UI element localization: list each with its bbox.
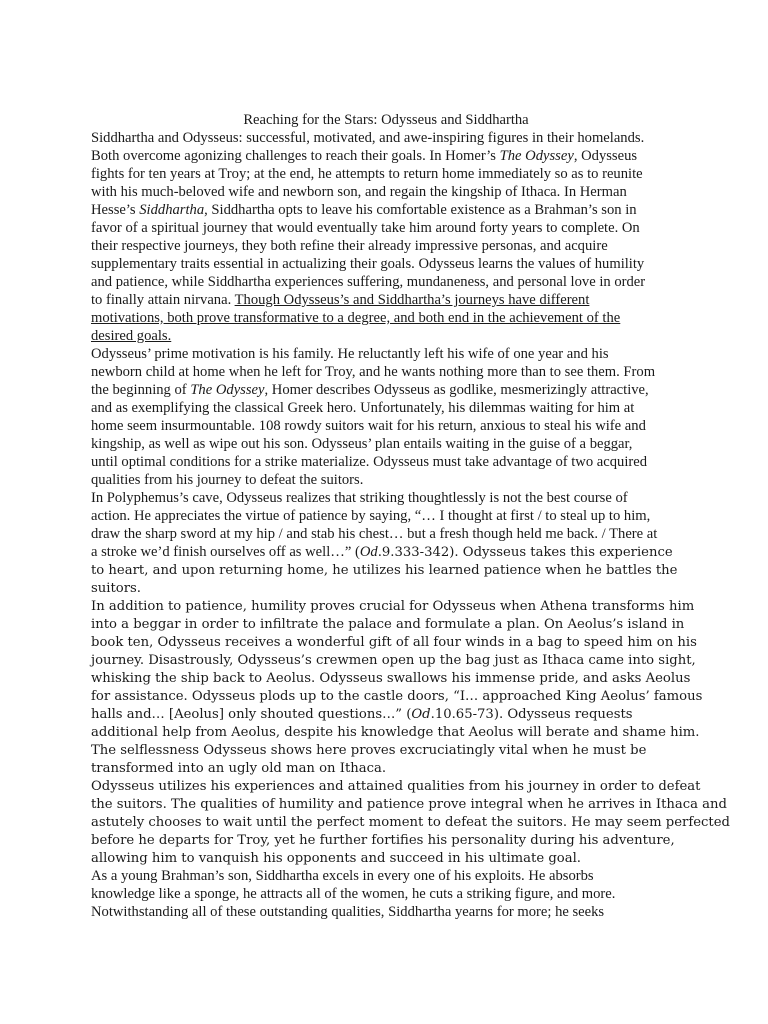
- paragraph: [91, 489, 681, 597]
- text-segment: qualities from his journey to defeat the suitors.: [91, 472, 364, 488]
- text-segment: the beginning of: [91, 382, 191, 398]
- essay-paragraphs: [91, 129, 730, 921]
- underlined-thesis-text: motivations, both prove transformative to a degree, and both end in the achievement of the: [91, 310, 621, 326]
- text-segment: a stroke we’d finish ourselves off as well…” (: [91, 544, 360, 560]
- text-segment: allowing him to vanquish his opponents and succeed in his ultimate goal.: [91, 851, 581, 866]
- text-segment: transformed into an ugly old man on Ithaca.: [91, 761, 387, 776]
- text-segment: journey. Disastrously, Odysseus’s crewmen open up the bag just as Ithaca came into sight,: [91, 653, 696, 668]
- text-segment: home seem insurmountable. 108 rowdy suitors wait for his return, anxious to steal his wife and: [91, 418, 646, 434]
- text-line: [91, 273, 681, 291]
- text-segment: before he departs for Troy, yet he further fortifies his personality during his adventure,: [91, 833, 675, 848]
- text-line: [91, 507, 681, 525]
- text-line: [91, 525, 681, 543]
- text-line: [91, 579, 681, 597]
- text-segment: to finally attain nirvana.: [91, 292, 235, 308]
- text-line: [91, 435, 681, 453]
- text-line: [91, 255, 681, 273]
- text-segment: and patience, while Siddhartha experiences suffering, mundaneness, and personal love in order: [91, 274, 646, 290]
- text-line: [91, 291, 681, 309]
- text-segment: into a beggar in order to infiltrate the palace and formulate a plan. On Aeolus’s island in: [91, 617, 685, 632]
- text-segment: until optimal conditions for a strike materialize. Odysseus must take advantage of two acquired: [91, 454, 648, 470]
- paragraph: [91, 867, 681, 921]
- text-segment: astutely chooses to wait until the perfect moment to defeat the suitors. He may seem perfected: [91, 815, 730, 830]
- text-segment: As a young Brahman’s son, Siddhartha excels in every one of his exploits. He absorbs: [91, 868, 594, 884]
- paragraph: [91, 345, 681, 489]
- text-segment: whisking the ship back to Aeolus. Odysseus swallows his immense pride, and asks Aeolus: [91, 671, 691, 686]
- text-line: [91, 669, 691, 687]
- text-line: [91, 489, 681, 507]
- text-line: [91, 759, 681, 777]
- italic-title-text: Od: [359, 544, 378, 560]
- text-segment: and as exemplifying the classical Greek hero. Unfortunately, his dilemmas waiting for him at: [91, 400, 635, 416]
- text-line: [91, 741, 681, 759]
- text-segment: Both overcome agonizing challenges to reach their goals. In Homer’s: [91, 148, 500, 164]
- italic-title-text: Siddhartha: [139, 202, 205, 218]
- text-segment: favor of a spiritual journey that would eventually take him around forty years to complete. On: [91, 220, 640, 236]
- text-segment: Odysseus’ prime motivation is his family. He reluctantly left his wife of one year and his: [91, 346, 609, 362]
- essay-title: Reaching for the Stars: Odysseus and Siddhartha: [243, 112, 529, 128]
- text-line: [91, 381, 681, 399]
- text-segment: , Siddhartha opts to leave his comfortable existence as a Brahman’s son in: [204, 202, 637, 218]
- paragraph: [91, 129, 681, 345]
- text-line: [91, 903, 681, 921]
- text-line: [91, 219, 681, 237]
- text-segment: newborn child at home when he left for Troy, and he wants nothing more than to see them. From: [91, 364, 656, 380]
- text-segment: Hesse’s: [91, 202, 140, 218]
- text-segment: Siddhartha and Odysseus: successful, motivated, and awe-inspiring figures in their homelands.: [91, 130, 645, 146]
- italic-title-text: The Odyssey: [190, 382, 265, 398]
- text-segment: Odysseus utilizes his experiences and attained qualities from his journey in order to defeat: [91, 779, 701, 794]
- text-segment: action. He appreciates the virtue of patience by saying, “… I thought at first / to steal up to him,: [91, 508, 651, 524]
- text-line: [91, 777, 701, 795]
- text-line: [91, 561, 681, 579]
- text-segment: knowledge like a sponge, he attracts all of the women, he cuts a striking figure, and more.: [91, 886, 616, 902]
- text-line: [91, 849, 681, 867]
- text-segment: suitors.: [91, 581, 141, 596]
- text-line: [91, 615, 685, 633]
- text-segment: , Homer describes Odysseus as godlike, mesmerizingly attractive,: [264, 382, 649, 398]
- text-segment: the suitors. The qualities of humility and patience prove integral when he arrives in Ithaca and: [91, 797, 727, 812]
- text-line: [91, 867, 681, 885]
- text-line: [91, 813, 730, 831]
- underlined-thesis-text: Though Odysseus’s and Siddhartha’s journeys have different: [234, 292, 590, 308]
- underlined-thesis-text: desired goals.: [91, 328, 172, 344]
- text-line: [91, 399, 681, 417]
- text-segment: In Polyphemus’s cave, Odysseus realizes that striking thoughtlessly is not the best course of: [91, 490, 628, 506]
- text-line: [91, 237, 681, 255]
- text-segment: , Odysseus: [573, 148, 638, 164]
- text-segment: halls and… [Aeolus] only shouted questions…” (: [91, 707, 412, 722]
- text-segment: with his much-beloved wife and newborn son, and regain the kingship of Ithaca. In Herman: [91, 184, 627, 200]
- text-segment: In addition to patience, humility proves crucial for Odysseus when Athena transforms him: [91, 599, 695, 614]
- text-segment: fights for ten years at Troy; at the end, he attempts to return home immediately so as to reunite: [91, 166, 643, 182]
- text-line: [91, 363, 681, 381]
- text-line: [91, 633, 697, 651]
- text-segment: The selflessness Odysseus shows here proves excruciatingly vital when he must be: [91, 743, 647, 758]
- text-segment: .9.333-342). Odysseus takes this experience: [377, 545, 673, 560]
- text-line: [91, 129, 681, 147]
- italic-title-text: The Odyssey: [499, 148, 574, 164]
- text-segment: Notwithstanding all of these outstanding qualities, Siddhartha yearns for more; he seeks: [91, 904, 605, 920]
- text-segment: book ten, Odysseus receives a wonderful gift of all four winds in a bag to speed him on his: [91, 635, 697, 650]
- text-line: [91, 543, 681, 561]
- text-line: [91, 165, 681, 183]
- essay-body: [91, 111, 730, 921]
- italic-title-text: Od: [411, 707, 431, 722]
- text-line: [91, 651, 696, 669]
- text-line: [91, 705, 681, 723]
- text-line: [91, 831, 681, 849]
- text-segment: their respective journeys, they both refine their already impressive personas, and acquire: [91, 238, 608, 254]
- text-line: [91, 147, 681, 165]
- text-segment: additional help from Aeolus, despite his knowledge that Aeolus will berate and shame him.: [91, 725, 700, 740]
- text-line: [91, 471, 681, 489]
- text-line: [91, 417, 681, 435]
- text-line: [91, 327, 681, 345]
- text-segment: .10.65-73). Odysseus requests: [430, 707, 633, 722]
- text-segment: supplementary traits essential in actualizing their goals. Odysseus learns the values of humility: [91, 256, 645, 272]
- text-line: [91, 597, 695, 615]
- text-segment: kingship, as well as wipe out his son. Odysseus’ plan entails waiting in the guise of a beggar,: [91, 436, 633, 452]
- text-line: [91, 885, 681, 903]
- text-segment: to heart, and upon returning home, he utilizes his learned patience when he battles the: [91, 563, 678, 578]
- text-segment: for assistance. Odysseus plods up to the castle doors, “I… approached King Aeolus’ famous: [91, 689, 703, 704]
- text-segment: draw the sharp sword at my hip / and stab his chest… but a fresh though held me back. / There at: [91, 526, 658, 542]
- text-line: [91, 795, 727, 813]
- paragraph: [91, 597, 703, 777]
- text-line: [91, 345, 681, 363]
- paragraph: [91, 777, 730, 867]
- text-line: [91, 183, 681, 201]
- text-line: [91, 201, 681, 219]
- text-line: [91, 723, 700, 741]
- text-line: [91, 309, 681, 327]
- text-line: [91, 453, 681, 471]
- text-line: [91, 687, 703, 705]
